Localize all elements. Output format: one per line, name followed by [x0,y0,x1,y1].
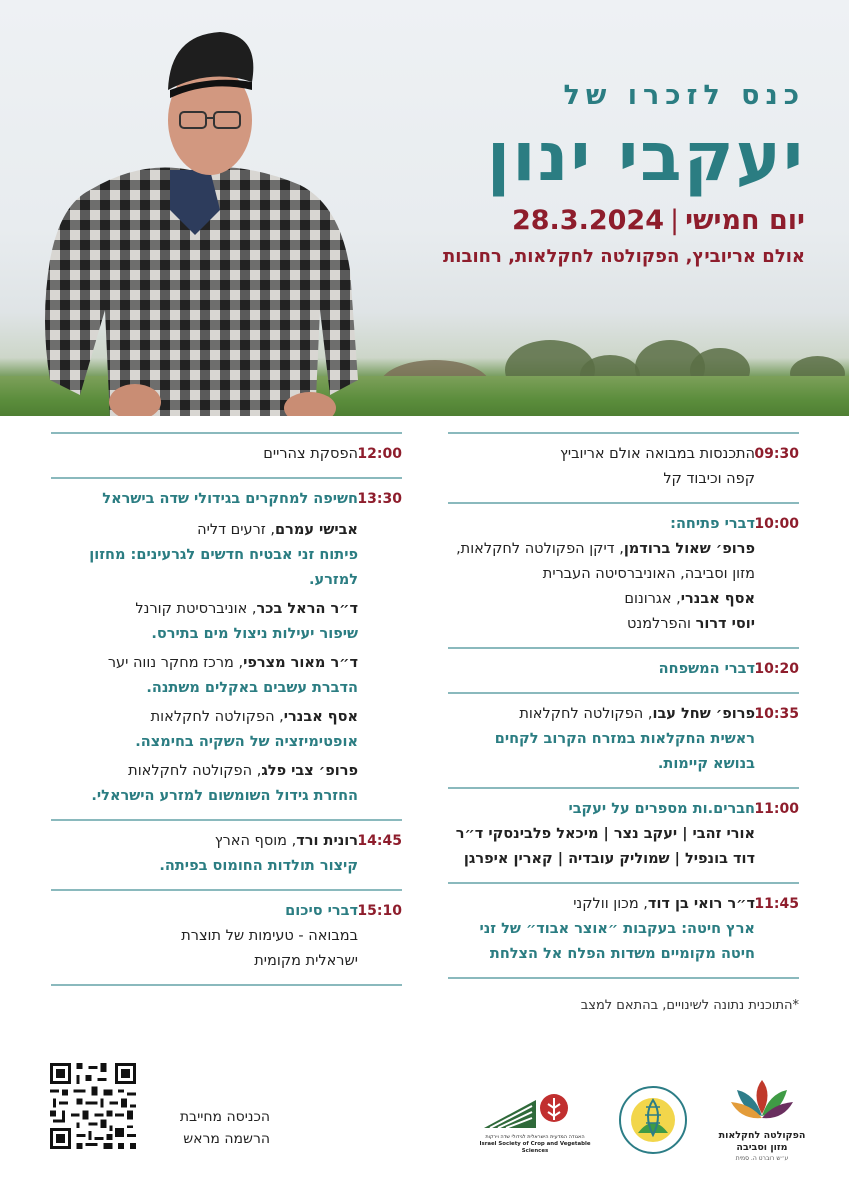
time-slot: 15:10 [357,903,402,919]
row-text: ישראלית מקומית [254,953,358,969]
pre-title: כנס לזכרו של [563,80,805,111]
row-text: הפסקת צהריים [263,446,358,462]
time-slot: 14:45 [357,833,402,849]
schedule-row [51,432,402,477]
faculty-name-line: הפקולטה לחקלאות [718,1130,806,1141]
honoree-name: יעקבי ינון [486,118,805,197]
speaker-name: יוסי דרור [695,616,755,632]
row-text: במבואה - טעימות של תוצרת [181,928,358,944]
talk-topic: החזרת גידול השומשום למזרע הישראלי. [91,788,358,804]
schedule-row [51,889,402,986]
session-heading: דברי המשפחה [658,661,755,677]
weed-society-logo [618,1085,688,1155]
speaker-line [448,537,755,587]
speaker-affiliation: , אגרונום [624,591,681,607]
divider: | [670,204,680,236]
speaker-name: ד״ר הראל בכר [256,601,358,617]
row-text: התכנסות במבואה אולם אריוביץ [560,446,755,462]
speaker-name: פרופ׳ שאול ברודמן [623,541,755,557]
talk-topic: שיפור יעילות ניצול מים בתירס. [151,626,358,642]
schedule-note: *התוכנית נתונה לשינויים, בהתאם למצב [580,998,799,1013]
speakers-list: אורי זהבי | יעקב נצר | מיכאל פלבינסקי ד״ר דוד בונפיל | שמוליק עובדיה | קארין איפרגן [455,826,755,867]
speaker-affiliation: , דיקן הפקולטה לחקלאות, מזון וסביבה, האוניברסיטה העברית [456,541,755,582]
speaker-name: פרופ׳ שחל עבו [652,706,755,722]
speaker-name: רונית ורד [296,833,358,849]
speaker-affiliation: , מכון וולקני [573,896,648,912]
talk-topic: פיתוח זני אבטיח חדשים לגרעינים: מחזון למזרע. [89,547,358,588]
event-venue: אולם אריוביץ, הפקולטה לחקלאות, רחובות [443,245,805,267]
speaker-name: אסף אבנרי [283,709,358,725]
speaker-affiliation: , זרעים דליה [197,522,276,538]
talk-topic: ארץ חיטה: בעקבות ״אוצר אבוד״ של זני חיטה מקומיים משדות הפלח אל הצלחת [479,921,755,962]
faculty-name-line: מזון וסביבה [736,1142,788,1153]
schedule-right-column [448,432,799,979]
speaker-affiliation: , אוניברסיטת קורנל [135,601,257,617]
schedule-left-column [51,432,402,986]
talk-topic: אופטימיזציה של השקיה בחימצה. [135,734,358,750]
row-text: קפה וכיבוד קל [663,471,755,487]
speaker-affiliation: , הפקולטה לחקלאות [519,706,653,722]
talk-item [51,518,358,593]
session-heading: חברים.ות מספרים על יעקבי [568,801,755,817]
speaker-affiliation: , הפקולטה לחקלאות [150,709,284,725]
schedule-row [51,819,402,889]
speaker-line [448,702,755,727]
time-slot: 12:00 [357,446,402,462]
schedule-row [448,692,799,787]
speaker-name: אסף אבנרי [680,591,755,607]
faculty-logo [712,1076,812,1168]
qr-code[interactable] [50,1063,136,1149]
date-line [345,205,805,236]
registration-line: הכניסה מחייבת [179,1109,270,1125]
schedule-row [448,432,799,502]
time-slot: 13:30 [357,491,402,507]
time-slot: 10:20 [754,661,799,677]
schedule-row [448,502,799,647]
crop-society-name-en: Israel Society of Crop and Vegetable Sciences [479,1141,591,1154]
session-heading: דברי סיכום [285,903,358,919]
speaker-affiliation: , מוסף הארץ [214,833,297,849]
talk-item [51,759,358,809]
talk-topic: הדברת עשבים באקלים משתנה. [146,680,358,696]
schedule-row [448,647,799,692]
speaker-affiliation: והפרלמנט [627,616,696,632]
schedule-row [448,882,799,979]
event-date: 28.3.2024 [511,204,664,236]
talk-topic: קיצור תולדות החומוס בפיתה. [159,858,358,874]
time-slot: 09:30 [754,446,799,462]
speaker-line [51,829,358,854]
speaker-line [448,612,755,637]
crop-society-name-he: האגודה המדעית הישראלית לגידולי שדה וירקות [485,1134,585,1140]
talk-item [51,651,358,701]
speaker-name: אבישי עמרם [275,522,358,538]
time-slot: 10:00 [754,516,799,532]
talk-item [51,705,358,755]
schedule-row [448,787,799,882]
time-slot: 11:00 [754,801,799,817]
speaker-affiliation: , מרכז מחקר נווה יער [107,655,244,671]
crop-society-logo [476,1090,594,1154]
event-day: יום חמישי [685,204,805,236]
registration-note [150,1106,270,1150]
time-slot: 10:35 [754,706,799,722]
title-block [345,80,805,267]
session-heading: דברי פתיחה: [670,516,755,532]
time-slot: 11:45 [754,896,799,912]
speaker-name: ד״ר מאור מצרפי [243,655,358,671]
faculty-name-line: ע״ש רוברט ה. סמית [735,1155,789,1162]
schedule-row [51,477,402,819]
speaker-name: פרופ׳ צבי פלג [261,763,358,779]
speaker-line [448,587,755,612]
session-heading: חשיפה למחקרים בגידולי שדה בישראל [102,491,358,507]
talk-topic: ראשית החקלאות במזרח הקרוב לקחים בנושא קיימות. [494,731,755,772]
hero-banner [0,0,849,416]
speaker-name: ד״ר רואי בן דוד [647,896,755,912]
speaker-line [448,892,755,917]
talk-item [51,597,358,647]
portrait-photo [20,20,365,416]
speaker-affiliation: , הפקולטה לחקלאות [128,763,262,779]
registration-line: הרשמה מראש [183,1131,270,1147]
